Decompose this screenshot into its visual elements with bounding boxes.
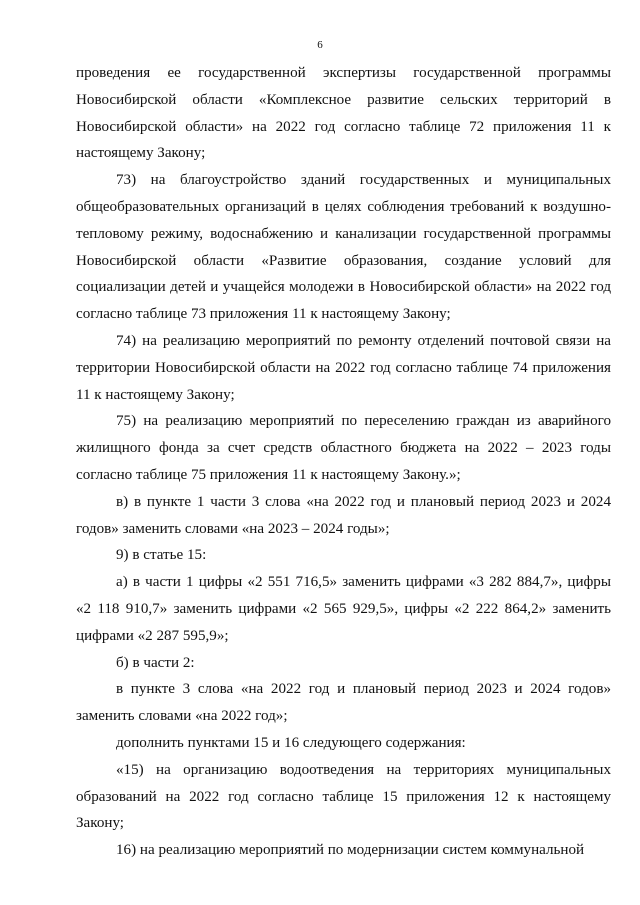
- paragraph-item-15: «15) на организацию водоотведения на территориях муниципальных образований на 2022 год согласно таблице 15 приложения 12 к настоящему Закону;: [76, 761, 611, 832]
- document-body: [76, 60, 611, 864]
- paragraph-subitem-a: а) в части 1 цифры «2 551 716,5» заменить цифрами «3 282 884,7», цифры «2 118 910,7» заменить цифрами «2 565 929,5», цифры «2 222 864,2» заменить цифрами «2 287 595,9»;: [76, 574, 611, 644]
- paragraph-item-9: 9) в статье 15:: [116, 547, 207, 564]
- paragraph-supplement: дополнить пунктами 15 и 16 следующего содержания:: [116, 734, 466, 751]
- paragraph-item-73: 73) на благоустройство зданий государственных и муниципальных общеобразовательных организаций в целях соблюдения требований к воздушно-тепловому режиму, водоснабжению и канализации государственной программы Новосибирской области «Развитие образования, создание условий для социализации детей и учащейся молодежи в Новосибирской области» на 2022 год согласно таблице 73 приложения 11 к настоящему Закону;: [76, 172, 611, 323]
- paragraph-point-3: в пункте 3 слова «на 2022 год и плановый период 2023 и 2024 годов» заменить словами «на 2022 год»;: [76, 681, 611, 725]
- paragraph-item-75: 75) на реализацию мероприятий по переселению граждан из аварийного жилищного фонда за счет средств областного бюджета на 2022 – 2023 годы согласно таблице 75 приложения 11 к настоящему Закону.»;: [76, 413, 611, 483]
- paragraph-subitem-b: б) в части 2:: [116, 654, 195, 671]
- paragraph-continuation: проведения ее государственной экспертизы государственной программы Новосибирской области «Комплексное развитие сельских территорий в Новосибирской области» на 2022 год согласно таблице 72 приложения 11 к настоящему Закону;: [76, 65, 611, 162]
- paragraph-item-16: 16) на реализацию мероприятий по модернизации систем коммунальной: [116, 842, 585, 859]
- paragraph-item-74: 74) на реализацию мероприятий по ремонту отделений почтовой связи на территории Новосибирской области на 2022 год согласно таблице 74 приложения 11 к настоящему Закону;: [76, 332, 611, 403]
- page-number: 6: [317, 39, 323, 51]
- paragraph-subitem-v: в) в пункте 1 части 3 слова «на 2022 год и плановый период 2023 и 2024 годов» заменить словами «на 2023 – 2024 годы»;: [76, 493, 611, 537]
